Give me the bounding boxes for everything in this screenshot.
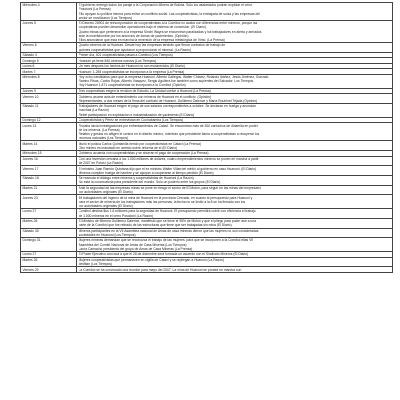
table-row	[21, 267, 393, 273]
event-line: Con una inversión cercana a los 1.000 millones de dólares, cuatro emprendimientos mineros se ponen en marcha a partir	[78, 156, 259, 161]
event-line: Comibol destina $us 1.6 millones para la seguridad de Huanuni. El presupuesto permitirá cubrir con eficiencia el trabajo	[78, 209, 256, 214]
row-events	[77, 267, 393, 273]
event-line: cooperativas pueden desarrollar operaciones bajo el sistema de concesión. (El Diario)	[78, 25, 207, 30]
row-date: Viernes 10	[21, 94, 77, 104]
table-row	[21, 185, 393, 195]
table-row	[21, 74, 393, 88]
event-line: Cooperativistas y Pérez se entrevistan en Cochabamba (Los Tiempos)	[78, 118, 184, 123]
row-date: Lunes 27	[21, 252, 77, 258]
row-date: Martes 14	[21, 141, 77, 151]
row-date: Sábado 4	[21, 52, 77, 58]
event-line: parte de la Comibol que fue retirado de las estructuras que tiene que ser trabajadas sin mina (El Diario)	[78, 223, 232, 228]
table-row	[21, 123, 393, 141]
table-row	[21, 104, 393, 118]
event-line: Asamblea del Comité Nacional de Amas de Casa Mineras (Los Tiempos)	[78, 242, 187, 247]
event-line: El Ministro de Minería Guillermo Dalence, manifestó que se tiene el 95% de Mutún y que el pliego para poder asir a una	[78, 219, 257, 224]
row-date: Viernes 29	[21, 267, 77, 273]
table-row	[21, 228, 393, 238]
event-line: El Poder Ejecutivo convoca a que el 28 de diciembre será formada un acuerdo con el Sindicato Mineros (El Diario)	[78, 252, 249, 257]
row-events	[77, 166, 393, 176]
event-line: Se reanuda el diálogo entre mineros y cooperativistas de Huanuni (La Razón)	[78, 176, 194, 181]
row-date: Sábado 18	[21, 176, 77, 186]
row-date: Martes 28	[21, 218, 77, 228]
event-line: Hoy ocho candidatos para que la empresa Huanuni. Alberto Gallegos, Walter Chávez, Rolando Ibáñez, Jesús Jiménez, Gonzalo	[78, 75, 269, 80]
table-row	[21, 21, 393, 43]
row-events	[77, 21, 393, 43]
event-line: desfilan (Los Tiempos)	[78, 262, 113, 266]
event-line: El ministro Juan Ramón Quintana dijo que el ex ministro Walter Villarroel mintió al gobierno en caso Huanuni. (El Diario)	[78, 166, 257, 171]
row-events	[77, 238, 393, 252]
row-events	[77, 43, 393, 53]
event-line: ante la incertidumbre por los anuncios de tomas de yacimientos. (Opinión)	[78, 33, 189, 38]
event-line: Huanuni ya tiene 840 obreros nuevos (Los Tiempos)	[78, 58, 157, 63]
event-line: recursos naturales (Los Tiempos)	[78, 136, 129, 141]
table-row	[21, 218, 393, 228]
row-date: Jueves 9	[21, 88, 77, 94]
row-events	[77, 94, 393, 104]
event-line: de los mineros. (La Prensa)	[78, 127, 120, 132]
table-row	[21, 141, 393, 151]
row-date: Martes 28	[21, 257, 77, 267]
event-line: Murió el policía Carlos Quintanilla herido por cooperativistas en Catavi (La Prensa)	[78, 141, 201, 146]
event-line: por autoridades originales (El Diario)	[78, 190, 133, 195]
event-line: Trabajadores de Huanuni exigen el pago de sus salarios correspondientes a octubre. Se declaran en huelga y anuncian	[78, 104, 256, 109]
row-date: Lunes 27	[21, 209, 77, 219]
row-date: Lunes 13	[21, 123, 77, 141]
event-line: por autoridades originales (El Diario)	[78, 203, 133, 208]
row-events	[77, 218, 393, 228]
chronology-rows	[21, 3, 393, 273]
table-row	[21, 43, 393, 53]
event-line: sector se movilizaron (Los Tiempos)	[78, 15, 133, 20]
row-date: Domingo 5	[21, 58, 77, 64]
event-line: para el sector de minería de los trabajadores más las personas, la fecha no se limitó a la 8 se ha firmado con los	[78, 199, 246, 204]
row-events	[77, 228, 393, 238]
row-date: Viernes 6	[21, 43, 77, 53]
chronology-table	[20, 2, 393, 273]
table-row	[21, 257, 393, 267]
event-line: quienes cooperativistas que ayudaron a proporcionar el mineral. (La Razón)	[78, 47, 192, 52]
event-line: Gobierno asume acta de entendimiento con mineros de Huanuni en el conflicto. (Opinión)	[78, 94, 212, 99]
row-events	[77, 195, 393, 209]
row-events	[77, 156, 393, 166]
row-date: Jueves 5	[21, 21, 77, 43]
table-row	[21, 3, 393, 21]
event-line: Primer día, 401 cooperativistas pasan a Comibol (Los Tiempos)	[78, 53, 173, 58]
event-line: 89 trabajadores del ingenio de la mina de Huanuni en la provincia Cercado, en cuanto al presupuesto para Huanuni y	[78, 195, 253, 200]
row-date: Miércoles 4	[21, 3, 77, 21]
row-events	[77, 74, 393, 88]
table-row	[21, 176, 393, 186]
row-date: Domingo 12	[21, 117, 77, 123]
row-events	[77, 3, 393, 21]
row-date: Jueves 16	[21, 156, 77, 166]
table-row	[21, 195, 393, 209]
table-row	[21, 166, 393, 176]
row-date: Miércoles 8	[21, 74, 77, 88]
event-line: Rebel participación en explotación e industrialización de yacimiento (El Diario)	[78, 112, 195, 117]
row-events	[77, 176, 393, 186]
event-line: El gobierno entregó todos los paraje a la Corporación Minera de Bolivia. Sólo los asalariados podrán explotar el cerro	[78, 3, 253, 8]
event-line: El Decreto 28901 de reincorporación de cooperativistas a la Comibol no acaba con diferencias entre mineros, porque las	[78, 21, 258, 26]
table-row	[21, 238, 393, 252]
event-line: Ante la segundad de las empresas minas se pone en riesgo el sector de El Mutún, para seguir en las minas del empresario	[78, 185, 262, 190]
row-date: Jueves 23	[21, 195, 77, 209]
event-line: Mujeres cooperativistas que permanecen en vigilia de Catavi y se repliegan a Huanuni (La Razón)	[78, 257, 225, 262]
event-line: Posokoni (La Prensa)	[78, 7, 111, 12]
event-line: sociedades en Huanuni (Los Tiempos)	[78, 232, 136, 237]
event-line: Quatro minas que pertenecen a la empresa Sinchi Wayra se encuentran paralizadas y los trabajadores en alerta y armados	[78, 29, 262, 34]
event-line: Ello apoyan su política minera para evitar un conflicto social. Las cooperativistas, la embajada de suiza y las empresas del	[78, 11, 260, 16]
event-line: de 1.000 mineros en el cerro Posokoni (La Razón)	[78, 213, 154, 218]
event-line: Relatos y gestos no afligen el control en el distrito minero, mientras que presidente llama a cooperativistas a recuperar los	[78, 131, 260, 136]
row-events	[77, 123, 393, 141]
event-line: Tres cooperativas exigen la revisión de Estudio. La Unidad vuelve a Huanuni (La Prensa)	[78, 89, 211, 93]
event-line: Mujeres mineras demandan que se reconozca el trabajo de las mujeres, para que se incorporen a la Comibol ellas VII	[78, 238, 254, 243]
row-events	[77, 104, 393, 118]
row-events	[77, 209, 393, 219]
event-line: Ellos anunciaron que esta en marcha la reversión de la empresa metalúrgica de Vinto. (La Prensa)	[78, 37, 225, 42]
table-row	[21, 94, 393, 104]
row-date: Viernes 17	[21, 166, 77, 176]
event-line: Mineros cumplen huelga de hambre y se apoyan a cooperarse al tiempo perdido (El Diario)	[78, 170, 214, 175]
row-date: Sábado 11	[21, 104, 77, 118]
event-line: Quatro mineros de la Huanuni. Desde hoy las empresas tendrán que firmar contratos de trabajo de	[78, 43, 226, 48]
event-line: No está la convocatoria para presidente del mundo. Solo un poderío entre los grupos (El Diario)	[78, 180, 221, 185]
row-date: Sábado 30	[21, 228, 77, 238]
row-events	[77, 257, 393, 267]
event-line: Otro minero es mandado en arresto sobre reforma de el (El Diario)	[78, 145, 178, 150]
row-date: Martes 7	[21, 69, 77, 75]
event-line: Gobierno acuerda con cooperativistas y se ahorran el pago de cooperación (La Prensa)	[78, 151, 209, 156]
event-line: Ramiro Rivas, Carlos Rojas, Alberto Vásquez, Sergio Aguilera fue también como suplentes del Salvador. Los Tiempos	[78, 79, 254, 84]
row-date: Martes 21	[21, 185, 77, 195]
event-line: Fiscalía inicia investigaciones por enfrentamientos de Catavi. Se encuentran más de 300 cartuchos de dinamita en poder	[78, 123, 258, 128]
event-line: de 2007 en Potosí (La Razón)	[78, 160, 124, 165]
event-line: La Comibol se ha convocado una reunión para mayo del 2007. La mina de Huanuni se pondrá en marcha con	[78, 267, 242, 272]
event-line: marchas (La Razón)	[78, 108, 109, 113]
event-line: Laura Camacho presidenta del grupo de Amas de Casa Mineras (La Prensa)	[78, 246, 193, 251]
row-date: Domingo 31	[21, 238, 77, 252]
row-date: Lunes 6	[21, 63, 77, 69]
event-line: Representantes, a dos meses de la firma del contrato de Huanuni. Guillermo Dalence y María Roubinet Tejada (Opinión)	[78, 98, 258, 103]
event-line: Un mes después los hechos de Huanuni no son esclarecidos (El Diario)	[78, 64, 185, 69]
event-line: Huanuni: 1.285 cooperativistas se incorporan a la empresa (La Prensa)	[78, 69, 185, 74]
table-row	[21, 156, 393, 166]
row-date: Miércoles 15	[21, 151, 77, 157]
event-line: Mineros participantes en la VII Asamblea nacional de Amas de casa mineras dieron que las mujeres no son consideradas	[78, 228, 259, 233]
row-events	[77, 141, 393, 151]
row-events	[77, 185, 393, 195]
event-line: Hoy Huanuni 1.871 cooperativistas se incorporan a la Comibol (Opinión)	[78, 83, 186, 88]
table-row	[21, 209, 393, 219]
